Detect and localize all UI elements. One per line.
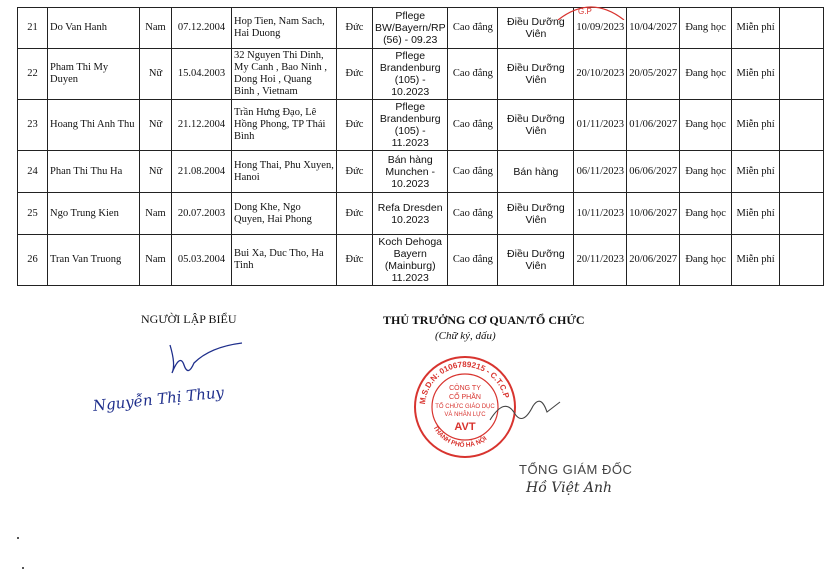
job-cell: Điều Dưỡng Viên	[498, 100, 574, 151]
status-cell: Đang học	[680, 49, 732, 100]
dob-cell: 05.03.2004	[172, 235, 232, 286]
program-cell: Pflege Brandenburg (105) - 10.2023	[373, 49, 448, 100]
start-date-cell: 10/09/2023	[574, 8, 627, 49]
fee-cell: Miễn phí	[732, 151, 780, 193]
stt-cell: 24	[18, 151, 48, 193]
top-stamp-text: G.P	[578, 7, 592, 16]
preparer-name: Nguyễn Thị Thuy	[92, 383, 225, 415]
table-row	[18, 8, 824, 49]
dob-cell: 21.08.2004	[172, 151, 232, 193]
scan-speck	[17, 537, 19, 539]
sex-cell: Nữ	[140, 49, 172, 100]
country-cell: Đức	[337, 49, 373, 100]
scan-speck	[22, 567, 24, 569]
dob-cell: 21.12.2004	[172, 100, 232, 151]
end-date-cell: 10/04/2027	[627, 8, 680, 49]
student-table	[17, 7, 824, 286]
end-date-cell: 01/06/2027	[627, 100, 680, 151]
name-cell: Ngo Trung Kien	[48, 193, 140, 235]
seal-ring-bottom: THÀNH PHỐ HÀ NỘI	[431, 424, 489, 450]
dob-cell: 07.12.2004	[172, 8, 232, 49]
start-date-cell: 20/11/2023	[574, 235, 627, 286]
start-date-cell: 20/10/2023	[574, 49, 627, 100]
seal-ring-text: M.S.D.N: 0106789215 - C.T.C.P	[418, 359, 511, 405]
program-cell: Refa Dresden 10.2023	[373, 193, 448, 235]
job-cell: Điều Dưỡng Viên	[498, 49, 574, 100]
start-date-cell: 01/11/2023	[574, 100, 627, 151]
status-cell: Đang học	[680, 235, 732, 286]
stt-cell: 23	[18, 100, 48, 151]
blank-cell	[780, 193, 824, 235]
status-cell: Đang học	[680, 100, 732, 151]
address-cell: Hop Tien, Nam Sach, Hai Duong	[232, 8, 337, 49]
program-cell: Bán hàng Munchen - 10.2023	[373, 151, 448, 193]
name-cell: Do Van Hanh	[48, 8, 140, 49]
table-row	[18, 235, 824, 286]
table-row	[18, 49, 824, 100]
level-cell: Cao đẳng	[448, 151, 498, 193]
fee-cell: Miễn phí	[732, 8, 780, 49]
program-cell: Koch Dehoga Bayern (Mainburg) 11.2023	[373, 235, 448, 286]
status-cell: Đang học	[680, 151, 732, 193]
blank-cell	[780, 235, 824, 286]
sex-cell: Nam	[140, 193, 172, 235]
name-cell: Pham Thi My Duyen	[48, 49, 140, 100]
level-cell: Cao đẳng	[448, 49, 498, 100]
status-cell: Đang học	[680, 193, 732, 235]
address-cell: Dong Khe, Ngo Quyen, Hai Phong	[232, 193, 337, 235]
head-of-agency-title: THỦ TRƯỞNG CƠ QUAN/TỔ CHỨC	[383, 313, 585, 327]
job-cell: Điều Dưỡng Viên	[498, 193, 574, 235]
stt-cell: 25	[18, 193, 48, 235]
level-cell: Cao đẳng	[448, 8, 498, 49]
country-cell: Đức	[337, 235, 373, 286]
seal-line-4: VÀ NHÂN LỰC	[444, 412, 486, 418]
dob-cell: 20.07.2003	[172, 193, 232, 235]
address-cell: Trần Hưng Đạo, Lê Hồng Phong, TP Thái Bình	[232, 100, 337, 151]
blank-cell	[780, 151, 824, 193]
seal-line-3: TỔ CHỨC GIÁO DỤC	[435, 404, 495, 410]
fee-cell: Miễn phí	[732, 235, 780, 286]
program-cell: Pflege BW/Bayern/RP (56) - 09.23	[373, 8, 448, 49]
table-row	[18, 193, 824, 235]
end-date-cell: 20/06/2027	[627, 235, 680, 286]
fee-cell: Miễn phí	[732, 193, 780, 235]
start-date-cell: 06/11/2023	[574, 151, 627, 193]
preparer-title: NGƯỜI LẬP BIỂU	[141, 312, 237, 326]
stt-cell: 26	[18, 235, 48, 286]
director-signature-scribble	[485, 390, 565, 430]
address-cell: 32 Nguyen Thi Dinh, My Canh , Bao Ninh , Dong Hoi , Quang Binh , Vietnam	[232, 49, 337, 100]
director-name: Hồ Việt Anh	[526, 480, 613, 496]
seal-line-1: CÔNG TY	[449, 385, 481, 392]
end-date-cell: 10/06/2027	[627, 193, 680, 235]
job-cell: Bán hàng	[498, 151, 574, 193]
fee-cell: Miễn phí	[732, 49, 780, 100]
seal-line-2: CỔ PHẦN	[449, 394, 481, 401]
sex-cell: Nữ	[140, 151, 172, 193]
table-row	[18, 100, 824, 151]
job-cell: Điều Dưỡng Viên	[498, 235, 574, 286]
stt-cell: 22	[18, 49, 48, 100]
blank-cell	[780, 49, 824, 100]
stt-cell: 21	[18, 8, 48, 49]
signature-seal-note: (Chữ ký, dấu)	[435, 330, 496, 342]
program-cell: Pflege Brandenburg (105) - 11.2023	[373, 100, 448, 151]
dob-cell: 15.04.2003	[172, 49, 232, 100]
name-cell: Tran Van Truong	[48, 235, 140, 286]
top-stamp-fragment	[556, 0, 626, 20]
sex-cell: Nam	[140, 235, 172, 286]
name-cell: Hoang Thi Anh Thu	[48, 100, 140, 151]
end-date-cell: 20/05/2027	[627, 49, 680, 100]
seal-abbr: AVT	[454, 421, 476, 433]
country-cell: Đức	[337, 8, 373, 49]
sex-cell: Nam	[140, 8, 172, 49]
blank-cell	[780, 100, 824, 151]
blank-cell	[780, 8, 824, 49]
level-cell: Cao đẳng	[448, 193, 498, 235]
fee-cell: Miễn phí	[732, 100, 780, 151]
end-date-cell: 06/06/2027	[627, 151, 680, 193]
status-cell: Đang học	[680, 8, 732, 49]
table-row	[18, 151, 824, 193]
level-cell: Cao đẳng	[448, 100, 498, 151]
country-cell: Đức	[337, 100, 373, 151]
sex-cell: Nữ	[140, 100, 172, 151]
start-date-cell: 10/11/2023	[574, 193, 627, 235]
country-cell: Đức	[337, 193, 373, 235]
name-cell: Phan Thi Thu Ha	[48, 151, 140, 193]
address-cell: Hong Thai, Phu Xuyen, Hanoi	[232, 151, 337, 193]
level-cell: Cao đẳng	[448, 235, 498, 286]
job-cell: Điều Dưỡng Viên	[498, 8, 574, 49]
director-title: TỔNG GIÁM ĐỐC	[519, 462, 633, 477]
address-cell: Bui Xa, Duc Tho, Ha Tinh	[232, 235, 337, 286]
country-cell: Đức	[337, 151, 373, 193]
